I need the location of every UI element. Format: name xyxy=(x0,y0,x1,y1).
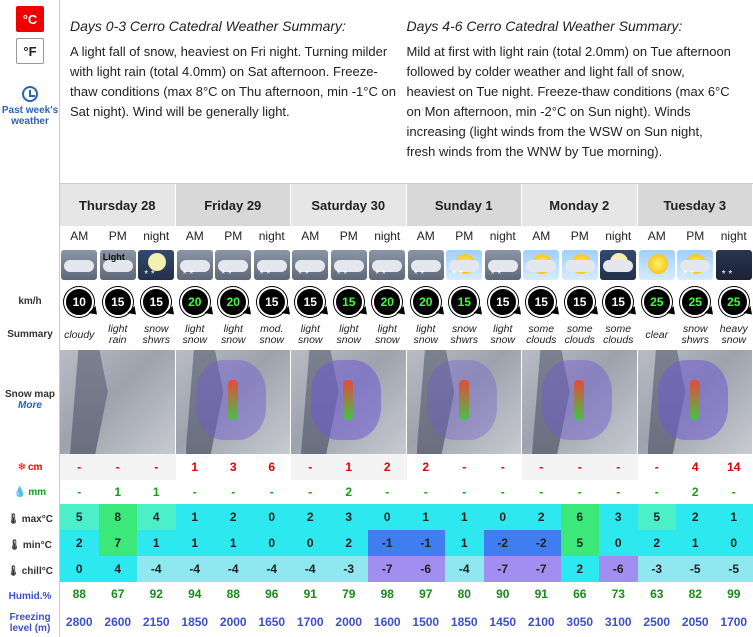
summary-days-4-6 xyxy=(407,18,744,183)
period-label: PM xyxy=(686,229,705,243)
wind-cell xyxy=(522,284,561,320)
max-temp-cell: 0 xyxy=(253,504,292,530)
humidity-cell: 88 xyxy=(226,587,240,601)
period-label: night xyxy=(374,229,401,243)
row-label-humid: Humid.% xyxy=(8,590,52,602)
snow-cell: 6 xyxy=(253,454,292,480)
summary-cell: some clouds xyxy=(564,323,595,346)
forecast-table xyxy=(60,184,753,637)
snow-cell: - xyxy=(484,454,523,480)
day-header: Friday 29 xyxy=(176,184,292,226)
humidity-cell: 97 xyxy=(419,587,433,601)
weather-icon-cell xyxy=(599,246,638,284)
min-temp-cell: 1 xyxy=(137,530,176,556)
humidity-cell: 80 xyxy=(457,587,471,601)
snow-cell: - xyxy=(60,454,99,480)
humidity-cell: 99 xyxy=(727,587,741,601)
row-label-min: 🌡 min°C xyxy=(8,539,52,551)
summary-cell: snow shwrs xyxy=(450,323,478,346)
period-label: night xyxy=(605,229,632,243)
weather-icon-cell xyxy=(176,246,215,284)
snow-cell: - xyxy=(561,454,600,480)
freezing-level-cell: 2600 xyxy=(104,614,132,629)
day-header: Saturday 30 xyxy=(291,184,407,226)
snow-map-thumbnail[interactable] xyxy=(522,350,638,454)
min-temp-cell: 2 xyxy=(638,530,677,556)
snow-cell: 3 xyxy=(214,454,253,480)
wind-arrow-icon: 20 xyxy=(218,287,248,317)
thermometer-icon: 🌡 xyxy=(7,513,20,525)
chill-cell: -4 xyxy=(214,556,253,582)
chill-cell: 4 xyxy=(99,556,138,582)
rain-cell: - xyxy=(423,485,428,499)
snow-map-thumbnail[interactable] xyxy=(638,350,753,454)
row-label-max: 🌡 max°C xyxy=(7,513,53,525)
snow-cell: - xyxy=(522,454,561,480)
summary-cell: heavy snow xyxy=(719,323,748,346)
max-temp-cell: 2 xyxy=(291,504,330,530)
wind-arrow-icon: 15 xyxy=(603,287,633,317)
chill-cell: -6 xyxy=(407,556,446,582)
min-temp-cell: 2 xyxy=(330,530,369,556)
min-temp-cell: 2 xyxy=(60,530,99,556)
humidity-cell: 73 xyxy=(611,587,625,601)
weather-icon-cell xyxy=(368,246,407,284)
moon-snow-icon: * * xyxy=(138,250,174,280)
weather-icon-cell xyxy=(522,246,561,284)
summary-cell: light snow xyxy=(182,323,207,346)
chill-cell: -3 xyxy=(638,556,677,582)
min-temp-cell: 1 xyxy=(676,530,715,556)
humidity-cell: 91 xyxy=(303,587,317,601)
summary-cell: light snow xyxy=(336,323,361,346)
rain-cell: - xyxy=(539,485,544,499)
snow-cell: 2 xyxy=(407,454,446,480)
freezing-level-cell: 2100 xyxy=(527,614,555,629)
snow-cell: 1 xyxy=(330,454,369,480)
period-label: night xyxy=(720,229,747,243)
humidity-cell: 92 xyxy=(149,587,163,601)
rain-cell: 2 xyxy=(345,485,353,499)
row-label-wind: km/h xyxy=(18,295,42,307)
chill-cell: 2 xyxy=(561,556,600,582)
sun-cloud-icon xyxy=(562,250,598,280)
period-label: night xyxy=(258,229,285,243)
rain-cell: - xyxy=(462,485,467,499)
period-label: PM xyxy=(570,229,589,243)
past-weather-link[interactable]: Past week's weather xyxy=(0,86,60,127)
chill-cell: -4 xyxy=(291,556,330,582)
summary-cell: clear xyxy=(645,328,669,341)
humidity-cell: 94 xyxy=(188,587,202,601)
snow-map-thumbnail[interactable] xyxy=(291,350,407,454)
freezing-level-cell: 1700 xyxy=(296,614,324,629)
max-temp-cell: 1 xyxy=(445,504,484,530)
max-temp-cell: 1 xyxy=(715,504,753,530)
period-label: AM xyxy=(532,229,551,243)
clock-icon xyxy=(22,86,38,102)
wind-cell xyxy=(60,284,99,320)
summary-cell: some clouds xyxy=(526,323,557,346)
min-temp-cell: 0 xyxy=(599,530,638,556)
snow-cell: - xyxy=(99,454,138,480)
row-label-summary: Summary xyxy=(7,328,53,340)
snow-cell: 2 xyxy=(368,454,407,480)
period-label: PM xyxy=(339,229,358,243)
wind-arrow-icon: 20 xyxy=(180,287,210,317)
weather-icon-cell xyxy=(561,246,600,284)
min-temp-cell: -1 xyxy=(368,530,407,556)
wind-arrow-icon: 10 xyxy=(64,287,94,317)
min-temp-cell: -1 xyxy=(407,530,446,556)
min-temp-cell: 0 xyxy=(715,530,753,556)
chill-cell: -4 xyxy=(137,556,176,582)
snow-map-thumbnail[interactable] xyxy=(407,350,523,454)
summary-text: Mild at first with light rain (total 2.0mm) on Tue afternoon followed by colder weather and light fall of snow, heaviest on Tue night. Freeze-thaw conditions (max 6°C on Mon afternoon, min -2°C on Sun night). Winds increasing (light winds from the WSW on Sun night, fresh winds from the WNW by Tue morning). xyxy=(406,44,731,159)
humidity-cell: 96 xyxy=(265,587,279,601)
cloud-snow-icon: * * xyxy=(331,250,367,280)
weather-icon-cell xyxy=(676,246,715,284)
freezing-level-cell: 2800 xyxy=(65,614,93,629)
chill-cell: -3 xyxy=(330,556,369,582)
wind-cell xyxy=(330,284,369,320)
min-temp-cell: -2 xyxy=(522,530,561,556)
more-link[interactable]: More xyxy=(18,400,42,411)
row-label-rain: 💧 mm xyxy=(13,486,47,498)
cloud-icon xyxy=(61,250,97,280)
cloud-snow-icon: * * xyxy=(369,250,405,280)
wind-arrow-icon: 15 xyxy=(526,287,556,317)
summary-cell: light snow xyxy=(297,323,323,346)
max-temp-cell: 6 xyxy=(561,504,600,530)
min-temp-cell: -2 xyxy=(484,530,523,556)
wind-arrow-icon: 15 xyxy=(449,287,479,317)
sun-icon xyxy=(639,250,675,280)
weather-icon-cell xyxy=(445,246,484,284)
celsius-button[interactable]: °C xyxy=(16,6,44,32)
summary-cell: mod. snow xyxy=(259,323,284,346)
summary-cell: snow shwrs xyxy=(681,323,709,346)
wind-arrow-icon: 15 xyxy=(334,287,364,317)
min-temp-cell: 1 xyxy=(445,530,484,556)
weather-icon-cell xyxy=(137,246,176,284)
cloud-snow-icon: * * xyxy=(292,250,328,280)
wind-cell xyxy=(715,284,753,320)
freezing-level-cell: 3100 xyxy=(604,614,632,629)
rain-cell: - xyxy=(77,485,82,499)
humidity-cell: 79 xyxy=(342,587,356,601)
min-temp-cell: 1 xyxy=(176,530,215,556)
wind-arrow-icon: 20 xyxy=(372,287,402,317)
humidity-cell: 66 xyxy=(573,587,587,601)
min-temp-cell: 0 xyxy=(253,530,292,556)
snow-cell: - xyxy=(638,454,677,480)
freezing-level-cell: 2050 xyxy=(681,614,709,629)
rain-cell: - xyxy=(269,485,274,499)
min-temp-cell: 5 xyxy=(561,530,600,556)
snow-cell: - xyxy=(599,454,638,480)
cloud-snow-icon: * * xyxy=(485,250,521,280)
day-header: Monday 2 xyxy=(522,184,638,226)
day-header: Sunday 1 xyxy=(407,184,523,226)
weather-icon-cell xyxy=(407,246,446,284)
max-temp-cell: 1 xyxy=(407,504,446,530)
thermometer-icon: 🌡 xyxy=(8,539,21,551)
humidity-cell: 88 xyxy=(72,587,86,601)
summary-title: Days 4-6 Cerro Catedral Weather Summary: xyxy=(406,18,683,34)
row-label-snow: ❄ cm xyxy=(17,461,43,473)
snowflake-icon: ❄ xyxy=(17,461,26,473)
sun-cloud-snow-icon: * * xyxy=(446,250,482,280)
summary-cell: light snow xyxy=(220,323,246,346)
weather-icon-cell xyxy=(330,246,369,284)
rain-cell: - xyxy=(616,485,621,499)
rain-cell: - xyxy=(500,485,505,499)
period-label: AM xyxy=(185,229,204,243)
wind-arrow-icon: 15 xyxy=(565,287,595,317)
wind-cell xyxy=(561,284,600,320)
freezing-level-cell: 2000 xyxy=(335,614,363,629)
max-temp-cell: 1 xyxy=(176,504,215,530)
wind-arrow-icon: 15 xyxy=(488,287,518,317)
chill-cell: -5 xyxy=(715,556,753,582)
weather-icon-cell xyxy=(99,246,138,284)
rain-cell: - xyxy=(731,485,736,499)
chill-cell: -6 xyxy=(599,556,638,582)
chill-cell: -7 xyxy=(484,556,523,582)
max-temp-cell: 2 xyxy=(676,504,715,530)
weather-icon-cell xyxy=(291,246,330,284)
wind-arrow-icon: 25 xyxy=(719,287,749,317)
rain-cell: 1 xyxy=(152,485,160,499)
summary-title: Days 0-3 Cerro Catedral Weather Summary: xyxy=(70,18,346,34)
row-label-snowmap[interactable]: Snow map More xyxy=(4,389,55,411)
max-temp-cell: 0 xyxy=(368,504,407,530)
wind-arrow-icon: 15 xyxy=(257,287,287,317)
max-temp-cell: 0 xyxy=(484,504,523,530)
snow-map-thumbnail[interactable] xyxy=(60,350,176,454)
wind-arrow-icon: 15 xyxy=(103,287,133,317)
weather-icon-cell xyxy=(715,246,753,284)
freezing-level-cell: 1850 xyxy=(181,614,209,629)
summary-cell: snow shwrs xyxy=(142,323,170,346)
rain-cell: - xyxy=(192,485,197,499)
wind-arrow-icon: 15 xyxy=(295,287,325,317)
summary-cell: light snow xyxy=(413,323,438,346)
humidity-cell: 90 xyxy=(496,587,510,601)
freezing-level-cell: 1850 xyxy=(450,614,478,629)
freezing-level-cell: 2500 xyxy=(643,614,671,629)
max-temp-cell: 2 xyxy=(214,504,253,530)
wind-cell xyxy=(214,284,253,320)
humidity-cell: 91 xyxy=(534,587,548,601)
wind-arrow-icon: 25 xyxy=(642,287,672,317)
thermometer-icon: 🌡 xyxy=(7,565,20,577)
period-label: PM xyxy=(455,229,474,243)
snow-cell: - xyxy=(291,454,330,480)
summary-cell: some clouds xyxy=(603,323,634,346)
wind-cell xyxy=(253,284,292,320)
max-temp-cell: 2 xyxy=(522,504,561,530)
summary-cell: light snow xyxy=(490,323,515,346)
chill-cell: -4 xyxy=(445,556,484,582)
cloud-snow-icon: * * xyxy=(254,250,290,280)
weather-icon-cell xyxy=(253,246,292,284)
wind-cell xyxy=(638,284,677,320)
chill-cell: -4 xyxy=(176,556,215,582)
wind-cell xyxy=(599,284,638,320)
freezing-level-cell: 1600 xyxy=(373,614,401,629)
freezing-level-cell: 1450 xyxy=(489,614,517,629)
chill-cell: -5 xyxy=(676,556,715,582)
humidity-cell: 63 xyxy=(650,587,664,601)
weather-icon-cell xyxy=(638,246,677,284)
period-label: PM xyxy=(108,229,127,243)
period-label: AM xyxy=(70,229,89,243)
day-header: Tuesday 3 xyxy=(638,184,753,226)
chill-cell: -4 xyxy=(253,556,292,582)
moon-cloud-icon xyxy=(600,250,636,280)
cloud-snow-icon: * * xyxy=(215,250,251,280)
raindrops-icon: 💧 xyxy=(13,486,27,498)
period-label: PM xyxy=(224,229,243,243)
wind-cell xyxy=(137,284,176,320)
period-label: AM xyxy=(301,229,320,243)
rain-cell: 1 xyxy=(114,485,122,499)
weather-icon-cell xyxy=(214,246,253,284)
rain-cell: 2 xyxy=(691,485,699,499)
rain-cell: - xyxy=(308,485,313,499)
snow-cell: - xyxy=(137,454,176,480)
summary-cell: cloudy xyxy=(64,328,95,341)
wind-cell xyxy=(676,284,715,320)
chill-cell: -7 xyxy=(368,556,407,582)
period-label: AM xyxy=(416,229,435,243)
day-header: Thursday 28 xyxy=(60,184,176,226)
freezing-level-cell: 2000 xyxy=(219,614,247,629)
rain-cell: - xyxy=(385,485,390,499)
dark-snow-icon: * * xyxy=(716,250,752,280)
cloud-snow-icon: * * xyxy=(177,250,213,280)
left-column xyxy=(0,0,60,637)
period-label: night xyxy=(143,229,170,243)
snow-cell: 14 xyxy=(715,454,753,480)
wind-cell xyxy=(407,284,446,320)
summary-cell: light rain xyxy=(108,323,128,346)
wind-cell xyxy=(176,284,215,320)
max-temp-cell: 3 xyxy=(330,504,369,530)
rain-cell: - xyxy=(231,485,236,499)
wind-cell xyxy=(99,284,138,320)
rain-cell: - xyxy=(654,485,659,499)
summary-days-0-3 xyxy=(70,18,407,183)
wind-cell xyxy=(291,284,330,320)
max-temp-cell: 5 xyxy=(638,504,677,530)
max-temp-cell: 5 xyxy=(60,504,99,530)
freezing-level-cell: 2150 xyxy=(142,614,170,629)
fahrenheit-button[interactable]: °F xyxy=(16,38,44,64)
weather-summary xyxy=(60,0,753,184)
min-temp-cell: 1 xyxy=(214,530,253,556)
icon-label: Light xyxy=(102,252,125,262)
period-label: night xyxy=(489,229,516,243)
cloud-rain-icon xyxy=(100,250,136,280)
sun-cloud-snow-icon: * * xyxy=(677,250,713,280)
row-label-chill: 🌡 chill°C xyxy=(7,565,53,577)
wind-arrow-icon: 15 xyxy=(141,287,171,317)
freezing-level-cell: 1650 xyxy=(258,614,286,629)
wind-arrow-icon: 20 xyxy=(411,287,441,317)
summary-text: A light fall of snow, heaviest on Fri night. Turning milder with light rain (total 4.0mm) on Sat afternoon. Freeze-thaw conditions (max 8°C on Thu afternoon, min -1°C on Sat night). Wind will be generally light. xyxy=(70,44,396,119)
weather-icon-cell xyxy=(60,246,99,284)
wind-cell xyxy=(368,284,407,320)
humidity-cell: 98 xyxy=(380,587,394,601)
freezing-level-cell: 1700 xyxy=(720,614,748,629)
min-temp-cell: 7 xyxy=(99,530,138,556)
min-temp-cell: 0 xyxy=(291,530,330,556)
wind-cell xyxy=(445,284,484,320)
rain-cell: - xyxy=(577,485,582,499)
snow-map-thumbnail[interactable] xyxy=(176,350,292,454)
summary-cell: light snow xyxy=(374,323,400,346)
humidity-cell: 67 xyxy=(111,587,125,601)
sun-cloud-icon xyxy=(523,250,559,280)
wind-cell xyxy=(484,284,523,320)
max-temp-cell: 4 xyxy=(137,504,176,530)
max-temp-cell: 8 xyxy=(99,504,138,530)
snow-cell: - xyxy=(445,454,484,480)
humidity-cell: 82 xyxy=(688,587,702,601)
freezing-level-cell: 1500 xyxy=(412,614,440,629)
row-label-freeze: Freezing level (m) xyxy=(9,611,51,634)
weather-icon-cell xyxy=(484,246,523,284)
period-label: AM xyxy=(647,229,666,243)
max-temp-cell: 3 xyxy=(599,504,638,530)
snow-cell: 4 xyxy=(676,454,715,480)
snow-cell: 1 xyxy=(176,454,215,480)
cloud-snow-icon: * * xyxy=(408,250,444,280)
freezing-level-cell: 3050 xyxy=(566,614,594,629)
chill-cell: -7 xyxy=(522,556,561,582)
wind-arrow-icon: 25 xyxy=(680,287,710,317)
chill-cell: 0 xyxy=(60,556,99,582)
